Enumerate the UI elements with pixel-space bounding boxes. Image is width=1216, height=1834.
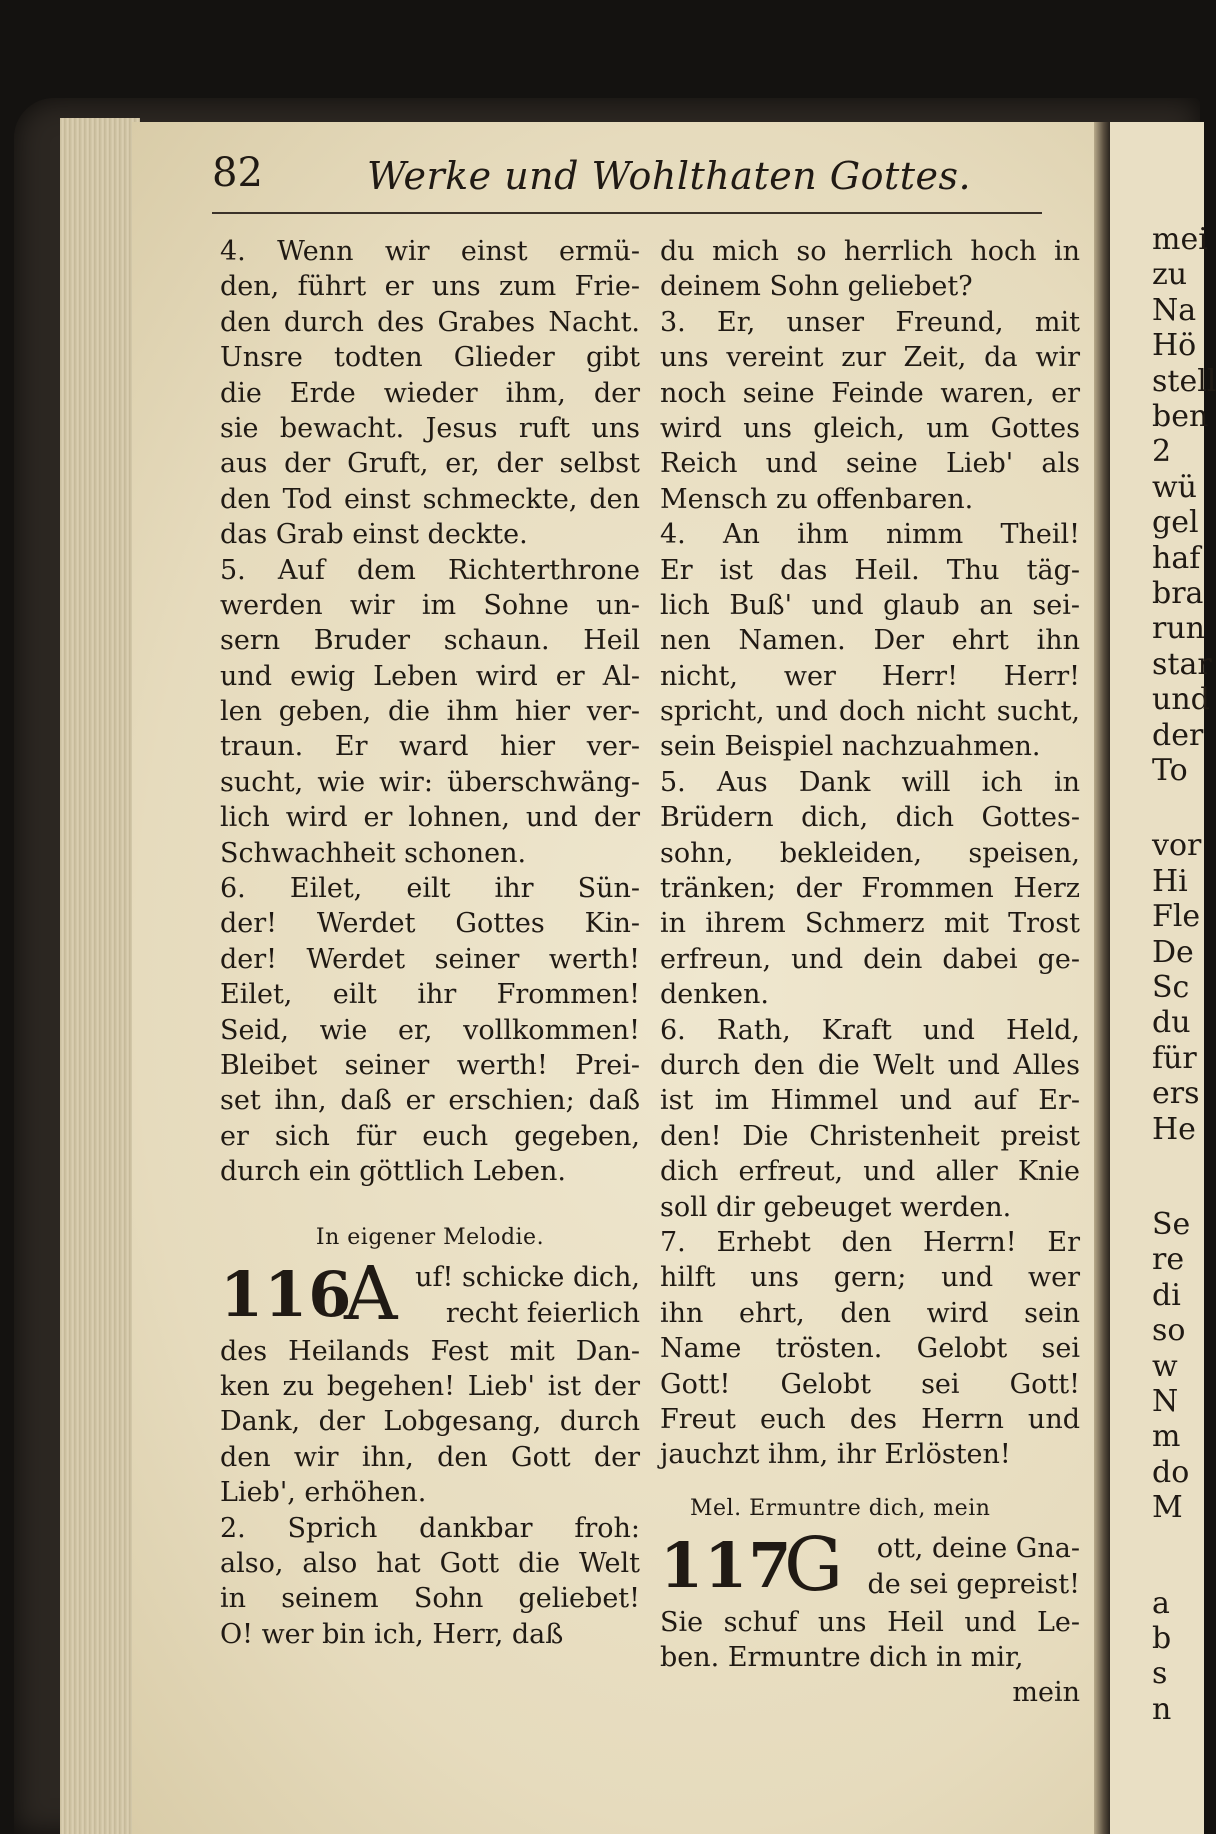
fragment-text: du	[1152, 1005, 1191, 1041]
text-line: 7. Erhebt den Herrn! Er	[660, 1226, 1080, 1258]
text-line: durch den die Welt und Alles	[660, 1049, 1080, 1081]
verse-block	[220, 234, 640, 1190]
hymn-second-line: de sei gepreist!	[867, 1568, 1080, 1600]
text-line: Unsre todten Glieder gibt	[220, 342, 640, 374]
right-page-fragment	[1110, 122, 1216, 1834]
verse-block	[660, 234, 1080, 1473]
text-line: nen Namen. Der ehrt ihn	[660, 625, 1080, 657]
fragment-text: n	[1152, 1691, 1172, 1727]
text-line: sie bewacht. Jesus ruft uns	[220, 412, 640, 444]
fragment-text: Fle	[1152, 899, 1201, 935]
hymn-first-line: uf! schicke dich,	[415, 1261, 640, 1293]
text-line: denken.	[660, 979, 769, 1011]
text-line: Lieb', erhöhen.	[220, 1477, 427, 1509]
fragment-text: gel	[1152, 505, 1199, 541]
drop-cap: G	[784, 1521, 844, 1608]
fragment-text: mei	[1152, 222, 1208, 257]
text-line: Seid, wie er, vollkommen!	[220, 1014, 640, 1046]
running-title: Werke und Wohlthaten Gottes.	[367, 154, 972, 198]
fragment-text: für	[1152, 1040, 1197, 1076]
text-line: den, führt er uns zum Frie-	[220, 271, 640, 303]
left-page	[132, 122, 1094, 1834]
fragment-text: N	[1152, 1384, 1179, 1419]
text-line: len geben, die ihm hier ver-	[220, 696, 640, 728]
text-line: lich Buß' und glaub an sei-	[660, 589, 1080, 621]
fragment-text: ers	[1152, 1076, 1200, 1112]
text-line: Name trösten. Gelobt sei	[660, 1333, 1080, 1365]
text-line: Er ist das Heil. Thu täg-	[660, 554, 1080, 586]
drop-cap: A	[344, 1250, 398, 1337]
fragment-text: vor	[1152, 828, 1202, 864]
fragment-text: ben	[1152, 399, 1209, 434]
fragment-text: b	[1152, 1621, 1172, 1656]
fragment-text: stell	[1152, 363, 1216, 399]
fragment-text: di	[1152, 1277, 1181, 1313]
text-line: und ewig Leben wird er Al-	[220, 660, 640, 692]
catchword: mein	[1012, 1677, 1080, 1709]
text-line: ist im Himmel und auf Er-	[660, 1085, 1080, 1117]
text-line: noch seine Feinde waren, er	[660, 377, 1080, 409]
text-line: Reich und seine Lieb' als	[660, 448, 1080, 480]
page-edges	[60, 118, 140, 1834]
fragment-text: so	[1152, 1313, 1186, 1349]
text-line: ben. Ermuntre dich in mir,	[660, 1642, 1024, 1674]
text-line: den! Die Christenheit preist	[660, 1120, 1080, 1152]
text-line: dich erfreut, und aller Knie	[660, 1156, 1080, 1188]
text-line: den Tod einst schmeckte, den	[220, 483, 640, 515]
hymn-second-line: recht feierlich	[445, 1297, 640, 1329]
text-line: Freut euch des Herrn und	[660, 1403, 1080, 1435]
text-line: aus der Gruft, er, der selbst	[220, 448, 640, 480]
book-gutter	[1094, 122, 1110, 1834]
page-header	[132, 150, 1094, 202]
text-line: also, also hat Gott die Welt	[220, 1547, 640, 1579]
text-line: Brüdern dich, dich Gottes-	[660, 802, 1080, 834]
hymn-first-line: ott, deine Gna-	[876, 1532, 1080, 1564]
text-line: lich wird er lohnen, und der	[220, 802, 640, 834]
hymn-number: 116	[220, 1257, 353, 1331]
fragment-text: der	[1152, 717, 1204, 753]
hymn-heading	[220, 1250, 640, 1337]
text-line: der! Werdet Gottes Kin-	[220, 908, 640, 940]
hymn-heading	[660, 1521, 1080, 1608]
text-line: 6. Eilet, eilt ihr Sün-	[220, 873, 640, 905]
page-number: 82	[212, 150, 263, 196]
text-line: O! wer bin ich, Herr, daß	[220, 1618, 564, 1650]
verse-block	[220, 1334, 640, 1653]
text-line: 4. Wenn wir einst ermü-	[220, 236, 640, 267]
right-column	[660, 234, 1080, 1711]
verse-block	[660, 1605, 1080, 1676]
fragment-text: 2	[1152, 434, 1172, 470]
fragment-text: do	[1152, 1454, 1190, 1490]
text-line: 6. Rath, Kraft und Held,	[660, 1014, 1080, 1046]
text-line: du mich so herrlich hoch in	[660, 236, 1080, 267]
fragment-text: To	[1152, 753, 1188, 788]
text-line: uns vereint zur Zeit, da wir	[660, 342, 1080, 374]
text-line: durch ein göttlich Leben.	[220, 1156, 567, 1188]
text-line: den durch des Grabes Nacht.	[220, 306, 640, 338]
text-line: sern Bruder schaun. Heil	[220, 625, 640, 657]
text-line: hilft uns gern; und wer	[660, 1262, 1080, 1294]
text-line: der! Werdet seiner werth!	[220, 943, 640, 975]
text-line: wird uns gleich, um Gottes	[660, 412, 1080, 444]
fragment-text: M	[1152, 1490, 1183, 1526]
text-line: 2. Sprich dankbar froh:	[220, 1512, 640, 1544]
fragment-text: Hö	[1152, 328, 1197, 364]
text-line: Eilet, eilt ihr Frommen!	[220, 979, 640, 1011]
left-column	[220, 234, 640, 1652]
text-line: den wir ihn, den Gott der	[220, 1441, 640, 1473]
text-line: die Erde wieder ihm, der	[220, 377, 640, 409]
melody-note: In eigener Melodie.	[315, 1224, 545, 1250]
hymn-number: 117	[660, 1528, 793, 1602]
text-line: deinem Sohn geliebet?	[660, 271, 973, 303]
text-line: 3. Er, unser Freund, mit	[660, 306, 1080, 338]
fragment-text: zu	[1152, 257, 1188, 293]
text-line: des Heilands Fest mit Dan-	[220, 1335, 640, 1367]
text-line: sucht, wie wir: überschwäng-	[220, 766, 640, 798]
text-line: soll dir gebeuget werden.	[660, 1191, 1012, 1223]
text-line: erfreun, und dein dabei ge-	[660, 943, 1080, 975]
text-line: sohn, bekleiden, speisen,	[660, 837, 1080, 869]
fragment-text: Se	[1152, 1207, 1191, 1242]
text-line: 5. Auf dem Richterthrone	[220, 554, 640, 586]
text-line: tränken; der Frommen Herz	[660, 873, 1080, 905]
fragment-text: wü	[1152, 469, 1197, 505]
text-line: nicht, wer Herr! Herr!	[660, 660, 1080, 692]
text-line: Sie schuf uns Heil und Le-	[660, 1606, 1080, 1638]
melody-note: Mel. Ermuntre dich, mein	[690, 1495, 991, 1521]
text-line: ken zu begehen! Lieb' ist der	[220, 1370, 640, 1402]
fragment-text: s	[1152, 1656, 1168, 1692]
text-line: Dank, der Lobgesang, durch	[220, 1406, 640, 1438]
text-line: Bleibet seiner werth! Prei-	[220, 1049, 640, 1081]
text-line: sein Beispiel nachzuahmen.	[660, 731, 1041, 763]
fragment-text: w	[1152, 1348, 1178, 1384]
text-line: in seinem Sohn geliebet!	[220, 1583, 640, 1615]
text-line: spricht, und doch nicht sucht,	[660, 696, 1080, 728]
text-line: Mensch zu offenbaren.	[660, 483, 974, 515]
text-line: werden wir im Sohne un-	[220, 589, 640, 621]
fragment-text: He	[1152, 1111, 1196, 1147]
fragment-text: re	[1152, 1242, 1185, 1278]
text-line: er sich für euch gegeben,	[220, 1120, 640, 1152]
text-line: 5. Aus Dank will ich in	[660, 766, 1080, 798]
fragment-text: star	[1152, 646, 1212, 682]
text-line: jauchzt ihm, ihr Erlösten!	[660, 1439, 1011, 1471]
text-line: traun. Er ward hier ver-	[220, 731, 640, 763]
text-line: in ihrem Schmerz mit Trost	[660, 908, 1080, 940]
text-line: Schwachheit schonen.	[220, 837, 527, 869]
fragment-text: haf	[1152, 540, 1201, 576]
fragment-text: m	[1152, 1419, 1181, 1455]
fragment-text: Na	[1152, 292, 1197, 328]
fragment-text: a	[1152, 1585, 1170, 1621]
fragment-text: run	[1152, 611, 1205, 647]
text-line: Gott! Gelobt sei Gott!	[660, 1368, 1080, 1400]
header-rule	[212, 212, 1042, 214]
fragment-text: Hi	[1152, 863, 1188, 899]
fragment-text: Sc	[1152, 970, 1190, 1005]
text-line: 4. An ihm nimm Theil!	[660, 519, 1080, 551]
fragment-text: und	[1152, 682, 1210, 718]
fragment-text: bra	[1152, 576, 1204, 611]
text-line: das Grab einst deckte.	[220, 519, 528, 551]
text-line: ihn ehrt, den wird sein	[660, 1297, 1080, 1329]
text-line: set ihn, daß er erschien; daß	[220, 1085, 640, 1117]
fragment-text: De	[1152, 934, 1194, 970]
